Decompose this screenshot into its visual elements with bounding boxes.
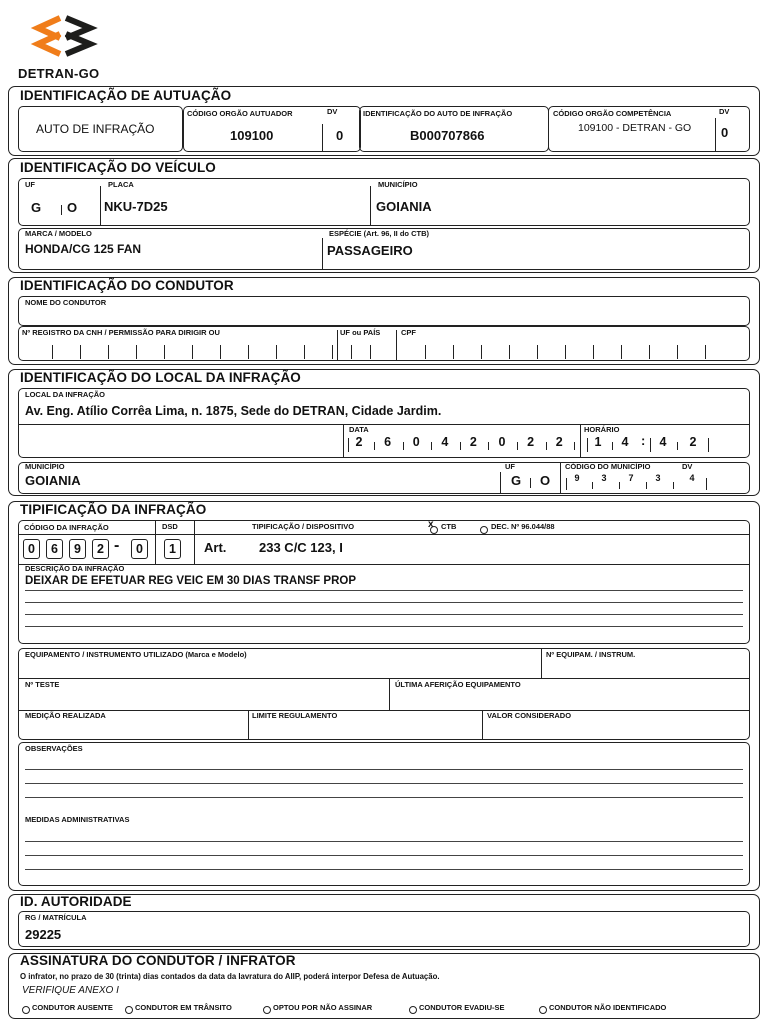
orgao-autuador-value: 109100 (230, 128, 274, 143)
ctb-mark: x (428, 519, 434, 530)
divider (18, 534, 750, 535)
minute-digit: 2 (689, 435, 697, 449)
local-dv-label: DV (682, 462, 693, 471)
codigo-digit: 0 (23, 539, 40, 559)
local-label: LOCAL DA INFRAÇÃO (25, 390, 105, 399)
veiculo-title: IDENTIFICAÇÃO DO VEÍCULO (20, 160, 216, 175)
art-label: Art. (204, 540, 227, 555)
placa-value: NKU-7D25 (104, 199, 168, 214)
cpf-tick (705, 345, 706, 359)
uf-tick (370, 345, 371, 359)
artigo-value: 233 C/C 123, I (259, 540, 343, 555)
divider (343, 424, 344, 458)
divider (100, 186, 101, 226)
teste-label: Nº TESTE (25, 680, 60, 689)
cpf-tick (593, 345, 594, 359)
assinatura-option-checkbox[interactable] (22, 1006, 30, 1014)
dsd-label: DSD (162, 522, 178, 531)
nome-box (18, 296, 750, 326)
tipificacao-title: TIPIFICAÇÃO DA INFRAÇÃO (20, 502, 207, 517)
org-name: DETRAN-GO (18, 66, 100, 81)
writing-line (25, 590, 743, 591)
dec-checkbox[interactable] (480, 526, 488, 534)
cpf-tick (453, 345, 454, 359)
divider (482, 710, 483, 740)
assinatura-option-label: CONDUTOR AUSENTE (32, 1003, 113, 1012)
hour-digit: 1 (594, 435, 602, 449)
cpf-tick (509, 345, 510, 359)
local-municipio-label: MUNICÍPIO (25, 462, 65, 471)
dv-value: 0 (336, 128, 344, 143)
writing-line (25, 626, 743, 627)
cpf-tick (649, 345, 650, 359)
mun-tick (619, 482, 620, 489)
cnh-tick (276, 345, 277, 359)
divider (18, 710, 750, 711)
horario-label: HORÁRIO (584, 425, 620, 434)
date-tick (403, 442, 404, 450)
nome-label: NOME DO CONDUTOR (25, 298, 107, 307)
auto-value: B000707866 (410, 128, 485, 143)
mun-tick (592, 482, 593, 489)
local-uf-label: UF (505, 462, 515, 471)
uf-value-1: G (31, 200, 42, 215)
limite-label: LIMITE REGULAMENTO (252, 711, 338, 720)
veiculo-municipio-label: MUNICÍPIO (378, 180, 418, 189)
date-tick (431, 442, 432, 450)
cpf-tick (425, 345, 426, 359)
writing-line (25, 783, 743, 784)
detran-logo-icon (30, 12, 100, 62)
especie-label: ESPÉCIE (Art. 96, II do CTB) (329, 229, 430, 238)
codigo-digit: 6 (46, 539, 63, 559)
mun-digit: 9 (574, 473, 580, 483)
cpf-tick (565, 345, 566, 359)
cnh-tick (192, 345, 193, 359)
writing-line (25, 769, 743, 770)
marca-label: MARCA / MODELO (25, 229, 92, 238)
equipamento-box (18, 648, 750, 740)
cpf-tick (621, 345, 622, 359)
time-tick (612, 442, 613, 450)
doc-type: AUTO DE INFRAÇÃO (36, 122, 155, 136)
time-separator: : (641, 433, 646, 448)
equipamento-label: EQUIPAMENTO / INSTRUMENTO UTILIZADO (Marca e Modelo) (25, 650, 247, 659)
cnh-tick (108, 345, 109, 359)
local-municipio-value: GOIANIA (25, 473, 81, 488)
mun-dv-digit: 4 (689, 473, 695, 483)
n-equip-label: Nº EQUIPAM. / INSTRUM. (546, 650, 636, 659)
mun-tick (673, 482, 674, 489)
assinatura-notice: O infrator, no prazo de 30 (trinta) dias contados da data da lavratura do AIIP, poderá interpor Defesa de Autuação. (20, 972, 440, 981)
ctb-checkbox[interactable] (430, 526, 438, 534)
divider (715, 118, 716, 152)
divider (560, 462, 561, 494)
writing-line (25, 602, 743, 603)
date-digit: 2 (469, 435, 477, 449)
assinatura-option-checkbox[interactable] (409, 1006, 417, 1014)
divider (530, 478, 531, 488)
cpf-tick (537, 345, 538, 359)
writing-line (25, 614, 743, 615)
date-digit: 4 (441, 435, 449, 449)
assinatura-option-label: CONDUTOR EVADIU-SE (419, 1003, 505, 1012)
cnh-tick (332, 345, 333, 359)
cpf-tick (677, 345, 678, 359)
date-tick (488, 442, 489, 450)
divider (61, 205, 62, 215)
descricao-value: DEIXAR DE EFETUAR REG VEIC EM 30 DIAS TRANSF PROP (25, 575, 356, 587)
local-uf-value-1: G (511, 473, 522, 488)
rg-label: RG / MATRÍCULA (25, 913, 87, 922)
mun-tick (646, 482, 647, 489)
divider (337, 330, 338, 361)
rg-value: 29225 (25, 927, 62, 942)
codigo-dv-digit: 0 (131, 539, 148, 559)
autuacao-title: IDENTIFICAÇÃO DE AUTUAÇÃO (20, 88, 232, 103)
dec-label: DEC. Nº 96.044/88 (491, 522, 555, 531)
competencia-value: 109100 - DETRAN - GO (578, 122, 692, 134)
date-digit: 0 (498, 435, 506, 449)
cod-municipio-label: CÓDIGO DO MUNICÍPIO (565, 462, 651, 471)
uf-value-2: O (67, 200, 78, 215)
valor-label: VALOR CONSIDERADO (487, 711, 572, 720)
time-tick (650, 438, 651, 452)
afericao-label: ÚLTIMA AFERIÇÃO EQUIPAMENTO (395, 680, 521, 689)
assinatura-option-checkbox[interactable] (263, 1006, 271, 1014)
auto-label: IDENTIFICAÇÃO DO AUTO DE INFRAÇÃO (363, 109, 513, 118)
cnh-tick (52, 345, 53, 359)
writing-line (25, 797, 743, 798)
codigo-digit: 2 (92, 539, 109, 559)
date-tick (374, 442, 375, 450)
assinatura-verify: VERIFIQUE ANEXO I (22, 985, 119, 996)
hour-digit: 4 (621, 435, 629, 449)
divider (500, 472, 501, 494)
cpf-label: CPF (401, 328, 416, 337)
detran-logo (30, 12, 100, 62)
cnh-label: Nº REGISTRO DA CNH / PERMISSÃO PARA DIRIGIR OU (22, 328, 220, 337)
assinatura-option-label: CONDUTOR NÃO IDENTIFICADO (549, 1003, 667, 1012)
assinatura-option-checkbox[interactable] (125, 1006, 133, 1014)
rg-box (18, 911, 750, 947)
date-digit: 0 (412, 435, 420, 449)
uf-label: UF (25, 180, 35, 189)
time-tick (587, 438, 588, 452)
divider (322, 124, 323, 152)
mun-digit: 3 (601, 473, 607, 483)
descricao-label: DESCRIÇÃO DA INFRAÇÃO (25, 564, 125, 573)
minute-digit: 4 (659, 435, 667, 449)
divider (18, 564, 750, 565)
date-tick (574, 442, 575, 450)
ctb-label: CTB (441, 522, 457, 531)
divider (580, 424, 581, 458)
date-tick (517, 442, 518, 450)
cnh-tick (136, 345, 137, 359)
date-digit: 6 (384, 435, 392, 449)
uf-tick (351, 345, 352, 359)
date-tick (546, 442, 547, 450)
condutor-title: IDENTIFICAÇÃO DO CONDUTOR (20, 278, 234, 293)
date-tick (460, 442, 461, 450)
divider (389, 678, 390, 710)
date-digit: 2 (527, 435, 535, 449)
mun-digit: 3 (655, 473, 661, 483)
cnh-tick (248, 345, 249, 359)
assinatura-option-label: OPTOU POR NÃO ASSINAR (273, 1003, 373, 1012)
dv-label: DV (327, 107, 338, 116)
divider (155, 520, 156, 564)
codigo-separator: - (114, 537, 120, 554)
observacoes-box (18, 742, 750, 886)
mun-tick (706, 478, 707, 490)
local-uf-value-2: O (540, 473, 551, 488)
competencia-label: CÓDIGO ORGÃO COMPETÊNCIA (553, 109, 672, 118)
date-digit: 2 (355, 435, 363, 449)
especie-value: PASSAGEIRO (327, 243, 413, 258)
disp-label: TIPIFICAÇÃO / DISPOSITIVO (252, 522, 355, 531)
writing-line (25, 869, 743, 870)
assinatura-title: ASSINATURA DO CONDUTOR / INFRATOR (20, 953, 296, 968)
placa-label: PLACA (108, 180, 134, 189)
time-tick (677, 442, 678, 450)
writing-line (25, 841, 743, 842)
veiculo-municipio-value: GOIANIA (376, 199, 432, 214)
cnh-tick (220, 345, 221, 359)
autoridade-title: ID. AUTORIDADE (20, 894, 132, 909)
cnh-tick (164, 345, 165, 359)
divider (370, 186, 371, 226)
divider (541, 648, 542, 678)
divider (322, 238, 323, 270)
date-digit: 2 (555, 435, 563, 449)
divider (18, 424, 750, 425)
divider (18, 678, 750, 679)
divider (396, 330, 397, 361)
data-label: DATA (349, 425, 369, 434)
cnh-tick (80, 345, 81, 359)
uf-pais-label: UF ou PAÍS (340, 328, 381, 337)
orgao-autuador-label: CÓDIGO ORGÃO AUTUADOR (187, 109, 293, 118)
dsd-value: 1 (164, 539, 181, 559)
medidas-label: MEDIDAS ADMINISTRATIVAS (25, 815, 130, 824)
observacoes-label: OBSERVAÇÕES (25, 744, 83, 753)
competencia-dv-value: 0 (721, 125, 729, 140)
time-tick (708, 438, 709, 452)
divider (248, 710, 249, 740)
cpf-tick (481, 345, 482, 359)
marca-value: HONDA/CG 125 FAN (25, 242, 142, 256)
codigo-label: CÓDIGO DA INFRAÇÃO (24, 523, 109, 532)
divider (194, 520, 195, 564)
mun-digit: 7 (628, 473, 634, 483)
mun-tick (566, 478, 567, 490)
local-value: Av. Eng. Atílio Corrêa Lima, n. 1875, Sede do DETRAN, Cidade Jardim. (25, 404, 442, 418)
cnh-tick (304, 345, 305, 359)
competencia-dv-label: DV (719, 107, 730, 116)
local-title: IDENTIFICAÇÃO DO LOCAL DA INFRAÇÃO (20, 370, 301, 385)
assinatura-option-label: CONDUTOR EM TRÂNSITO (135, 1003, 232, 1012)
codigo-digit: 9 (69, 539, 86, 559)
assinatura-option-checkbox[interactable] (539, 1006, 547, 1014)
date-tick (348, 438, 349, 452)
medicao-label: MEDIÇÃO REALIZADA (25, 711, 106, 720)
writing-line (25, 855, 743, 856)
